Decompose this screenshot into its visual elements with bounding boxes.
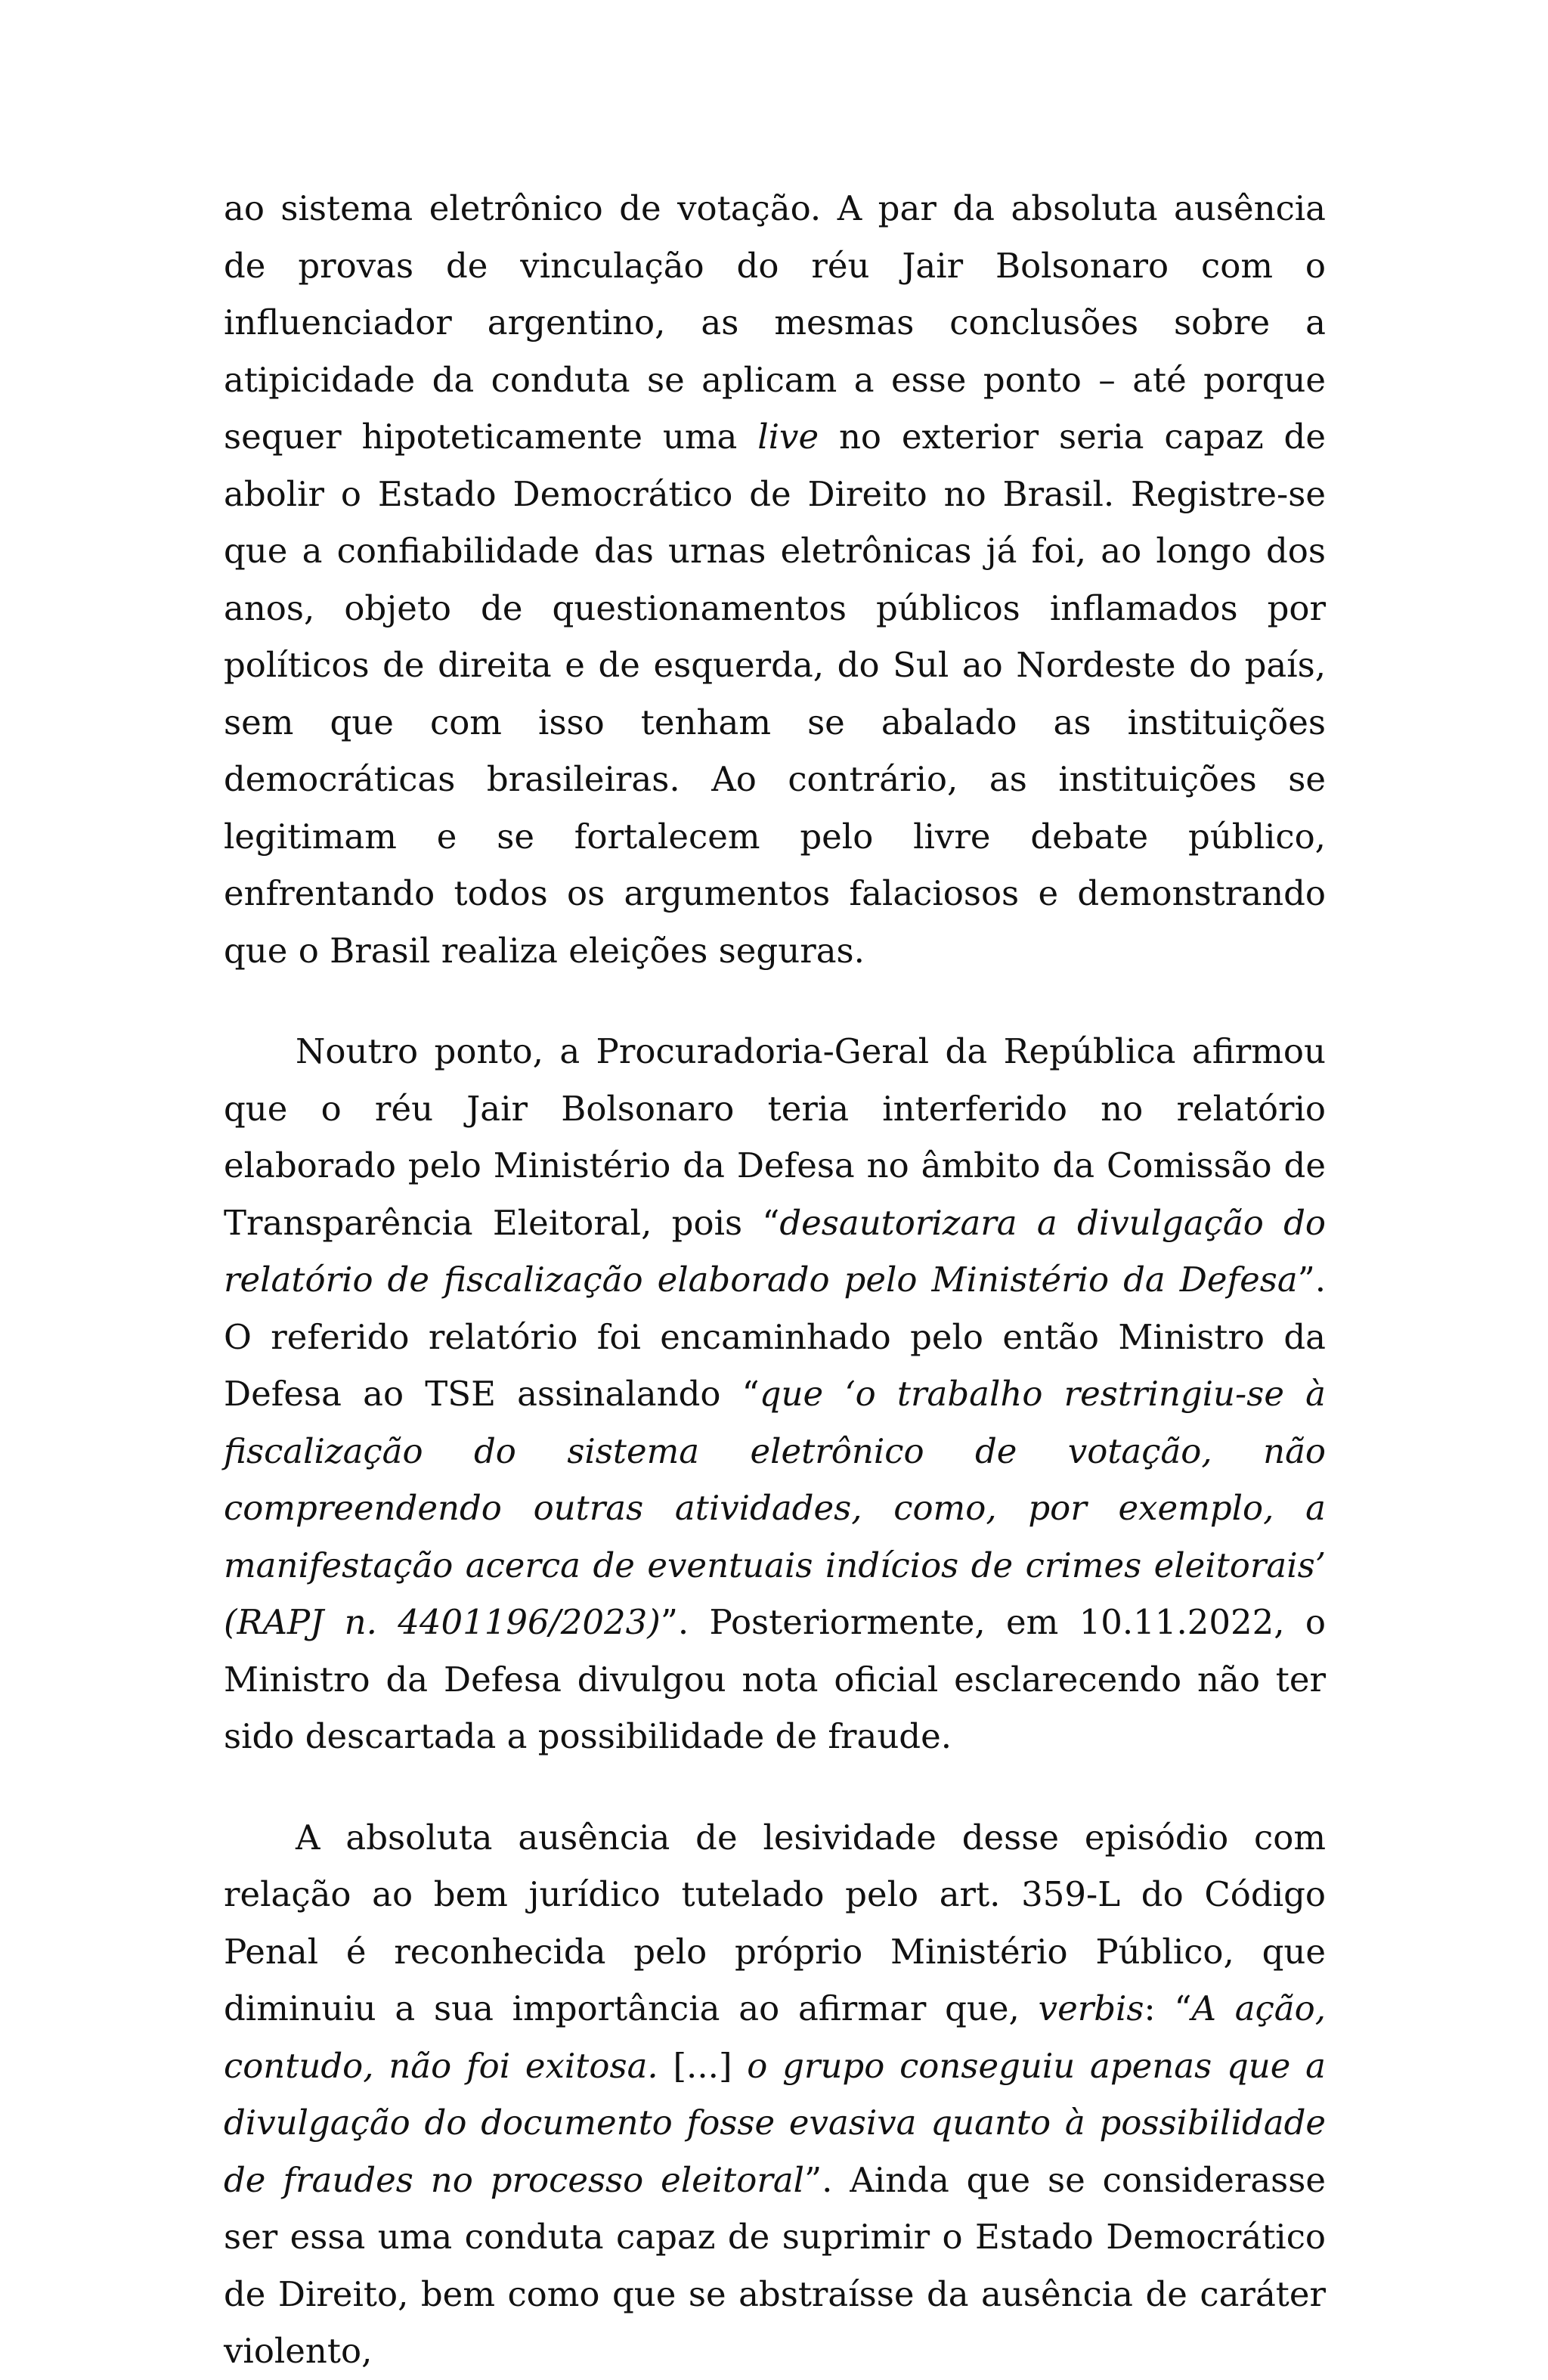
paragraph-italic-text: verbis: [1038, 1988, 1144, 2028]
paragraph-text: ao sistema eletrônico de votação. A par da absoluta ausência de provas de vinculação do réu Jair Bolsonaro com o influenciador argentino, as mesmas conclusões sobre a atipicidade da conduta se aplicam a esse ponto – até porque sequer hipoteticamente uma: [224, 188, 1326, 457]
paragraph-italic-text: o grupo conseguiu apenas que a divulgação do documento fosse evasiva quanto à possibilidade de fraudes no processo eleitoral: [224, 2045, 1326, 2200]
paragraph-text: : “: [1144, 1988, 1192, 2028]
paragraph-text: ”. O referido relatório foi encaminhado pelo então Ministro da Defesa ao TSE assinalando “: [224, 1260, 1326, 1414]
paragraph-text: A absoluta ausência de lesividade desse episódio com relação ao bem jurídico tutelado pelo art. 359-L do Código Penal é reconhecida pelo próprio Ministério Público, que diminuiu a sua importância ao afirmar que,: [224, 1817, 1326, 2028]
paragraph-text: no exterior seria capaz de abolir o Estado Democrático de Direito no Brasil. Registre-se que a confiabilidade das urnas eletrônicas já foi, ao longo dos anos, objeto de questionamentos públicos inflamados por políticos de direita e de esquerda, do Sul ao Nordeste do país, sem que com isso tenham se abalado as instituições democráticas brasileiras. Ao contrário, as instituições se legitimam e se fortalecem pelo livre debate público, enfrentando todos os argumentos falaciosos e demonstrando que o Brasil realiza eleições seguras.: [224, 417, 1326, 971]
document-body: [224, 180, 1326, 2380]
paragraph-italic-text: live: [757, 417, 819, 457]
paragraph-italic-text: A ação, contudo, não foi exitosa.: [224, 1988, 1326, 2086]
paragraph-text: Noutro ponto, a Procuradoria-Geral da República afirmou que o réu Jair Bolsonaro teria interferido no relatório elaborado pelo Ministério da Defesa no âmbito da Comissão de Transparência Eleitoral, pois “: [224, 1031, 1326, 1243]
paragraph-text: [...]: [658, 2045, 748, 2086]
paragraph-3: [224, 1809, 1326, 2380]
paragraph-italic-text: desautorizara a divulgação do relatório de fiscalização elaborado pelo Ministério da Defesa: [224, 1202, 1326, 1300]
paragraph-2: [224, 1023, 1326, 1765]
paragraph-1: [224, 180, 1326, 979]
paragraph-italic-text: que ‘o trabalho restringiu-se à fiscalização do sistema eletrônico de votação, não compreendendo outras atividades, como, por exemplo, a manifestação acerca de eventuais indícios de crimes eleitorais’ (RAPJ n. 4401196/2023): [224, 1374, 1326, 1642]
paragraph-text: ”. Posteriormente, em 10.11.2022, o Ministro da Defesa divulgou nota oficial esclarecendo não ter sido descartada a possibilidade de fraude.: [224, 1602, 1326, 1756]
paragraph-text: ”. Ainda que se considerasse ser essa uma conduta capaz de suprimir o Estado Democrático de Direito, bem como que se abstraísse da ausência de caráter violento,: [224, 2159, 1326, 2371]
